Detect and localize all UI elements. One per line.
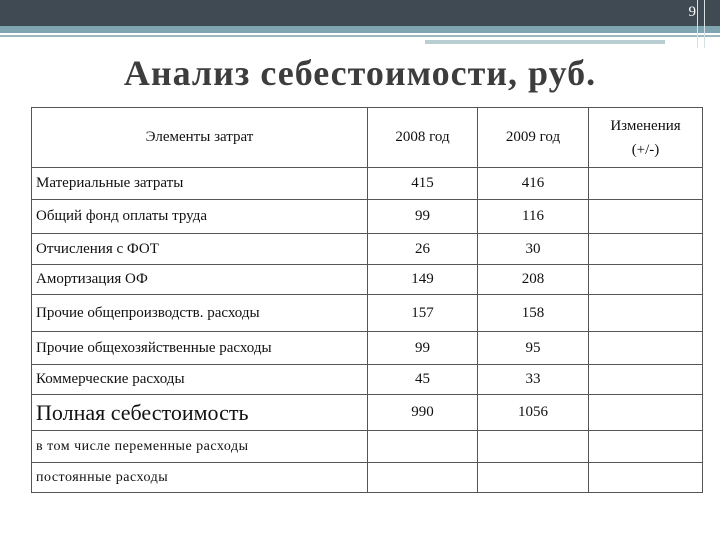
decor-vertical-line [704, 0, 705, 48]
row-change-cell [589, 295, 703, 332]
row-change-cell [589, 265, 703, 295]
table-row [32, 168, 703, 200]
slide-title: Анализ себестоимости, руб. [123, 53, 597, 93]
header-elements: Элементы затрат [32, 108, 368, 168]
row-name-cell: Общий фонд оплаты труда [32, 200, 368, 234]
table-body [32, 168, 703, 493]
table-row [32, 200, 703, 234]
row-2008-cell: 149 [368, 265, 478, 295]
row-name-cell: Прочие общехозяйственные расходы [32, 332, 368, 365]
top-bar-line-short [425, 40, 665, 44]
header-change-line2: (+/-) [631, 141, 660, 158]
top-bar-accent [0, 26, 720, 33]
row-2009-cell: 95 [478, 332, 589, 365]
row-2009-cell: 416 [478, 168, 589, 200]
row-2009-cell: 158 [478, 295, 589, 332]
row-change-cell [589, 234, 703, 265]
row-2009-cell [478, 431, 589, 463]
row-2008-cell: 157 [368, 295, 478, 332]
row-2009-cell: 208 [478, 265, 589, 295]
row-name-cell: постоянные расходы [32, 463, 368, 493]
row-name-cell: Материальные затраты [32, 168, 368, 200]
row-2009-cell: 116 [478, 200, 589, 234]
row-name-cell: Коммерческие расходы [32, 365, 368, 395]
table-header-row [32, 108, 703, 168]
row-name-cell: Прочие общепроизводств. расходы [32, 295, 368, 332]
row-2008-cell: 99 [368, 200, 478, 234]
row-change-cell [589, 395, 703, 431]
table-row [32, 365, 703, 395]
row-change-cell [589, 431, 703, 463]
row-2008-cell [368, 463, 478, 493]
header-change [589, 108, 703, 168]
row-2008-cell: 45 [368, 365, 478, 395]
row-change-cell [589, 463, 703, 493]
header-2009: 2009 год [478, 108, 589, 168]
row-name-cell: в том числе переменные расходы [32, 431, 368, 463]
row-2009-cell: 33 [478, 365, 589, 395]
top-bar [0, 0, 720, 26]
row-2008-cell: 990 [368, 395, 478, 431]
table-row [32, 431, 703, 463]
header-2008: 2008 год [368, 108, 478, 168]
row-2008-cell: 99 [368, 332, 478, 365]
row-change-cell [589, 168, 703, 200]
row-change-cell [589, 200, 703, 234]
header-change-line1: Изменения [610, 117, 681, 134]
table-row [32, 295, 703, 332]
top-bar-line [0, 35, 720, 37]
table-row [32, 234, 703, 265]
row-2009-cell: 1056 [478, 395, 589, 431]
row-name-cell: Амортизация ОФ [32, 265, 368, 295]
row-2008-cell [368, 431, 478, 463]
slide-number: 9 [688, 4, 696, 20]
decor-vertical-line [697, 0, 698, 48]
row-change-cell [589, 365, 703, 395]
table-row [32, 395, 703, 431]
table-row [32, 265, 703, 295]
row-2009-cell: 30 [478, 234, 589, 265]
row-2008-cell: 415 [368, 168, 478, 200]
row-name-cell: Полная себестоимость [32, 395, 368, 431]
table-row [32, 463, 703, 493]
table-row [32, 332, 703, 365]
row-name-cell: Отчисления с ФОТ [32, 234, 368, 265]
row-2008-cell: 26 [368, 234, 478, 265]
row-2009-cell [478, 463, 589, 493]
cost-analysis-table [31, 107, 703, 493]
row-change-cell [589, 332, 703, 365]
